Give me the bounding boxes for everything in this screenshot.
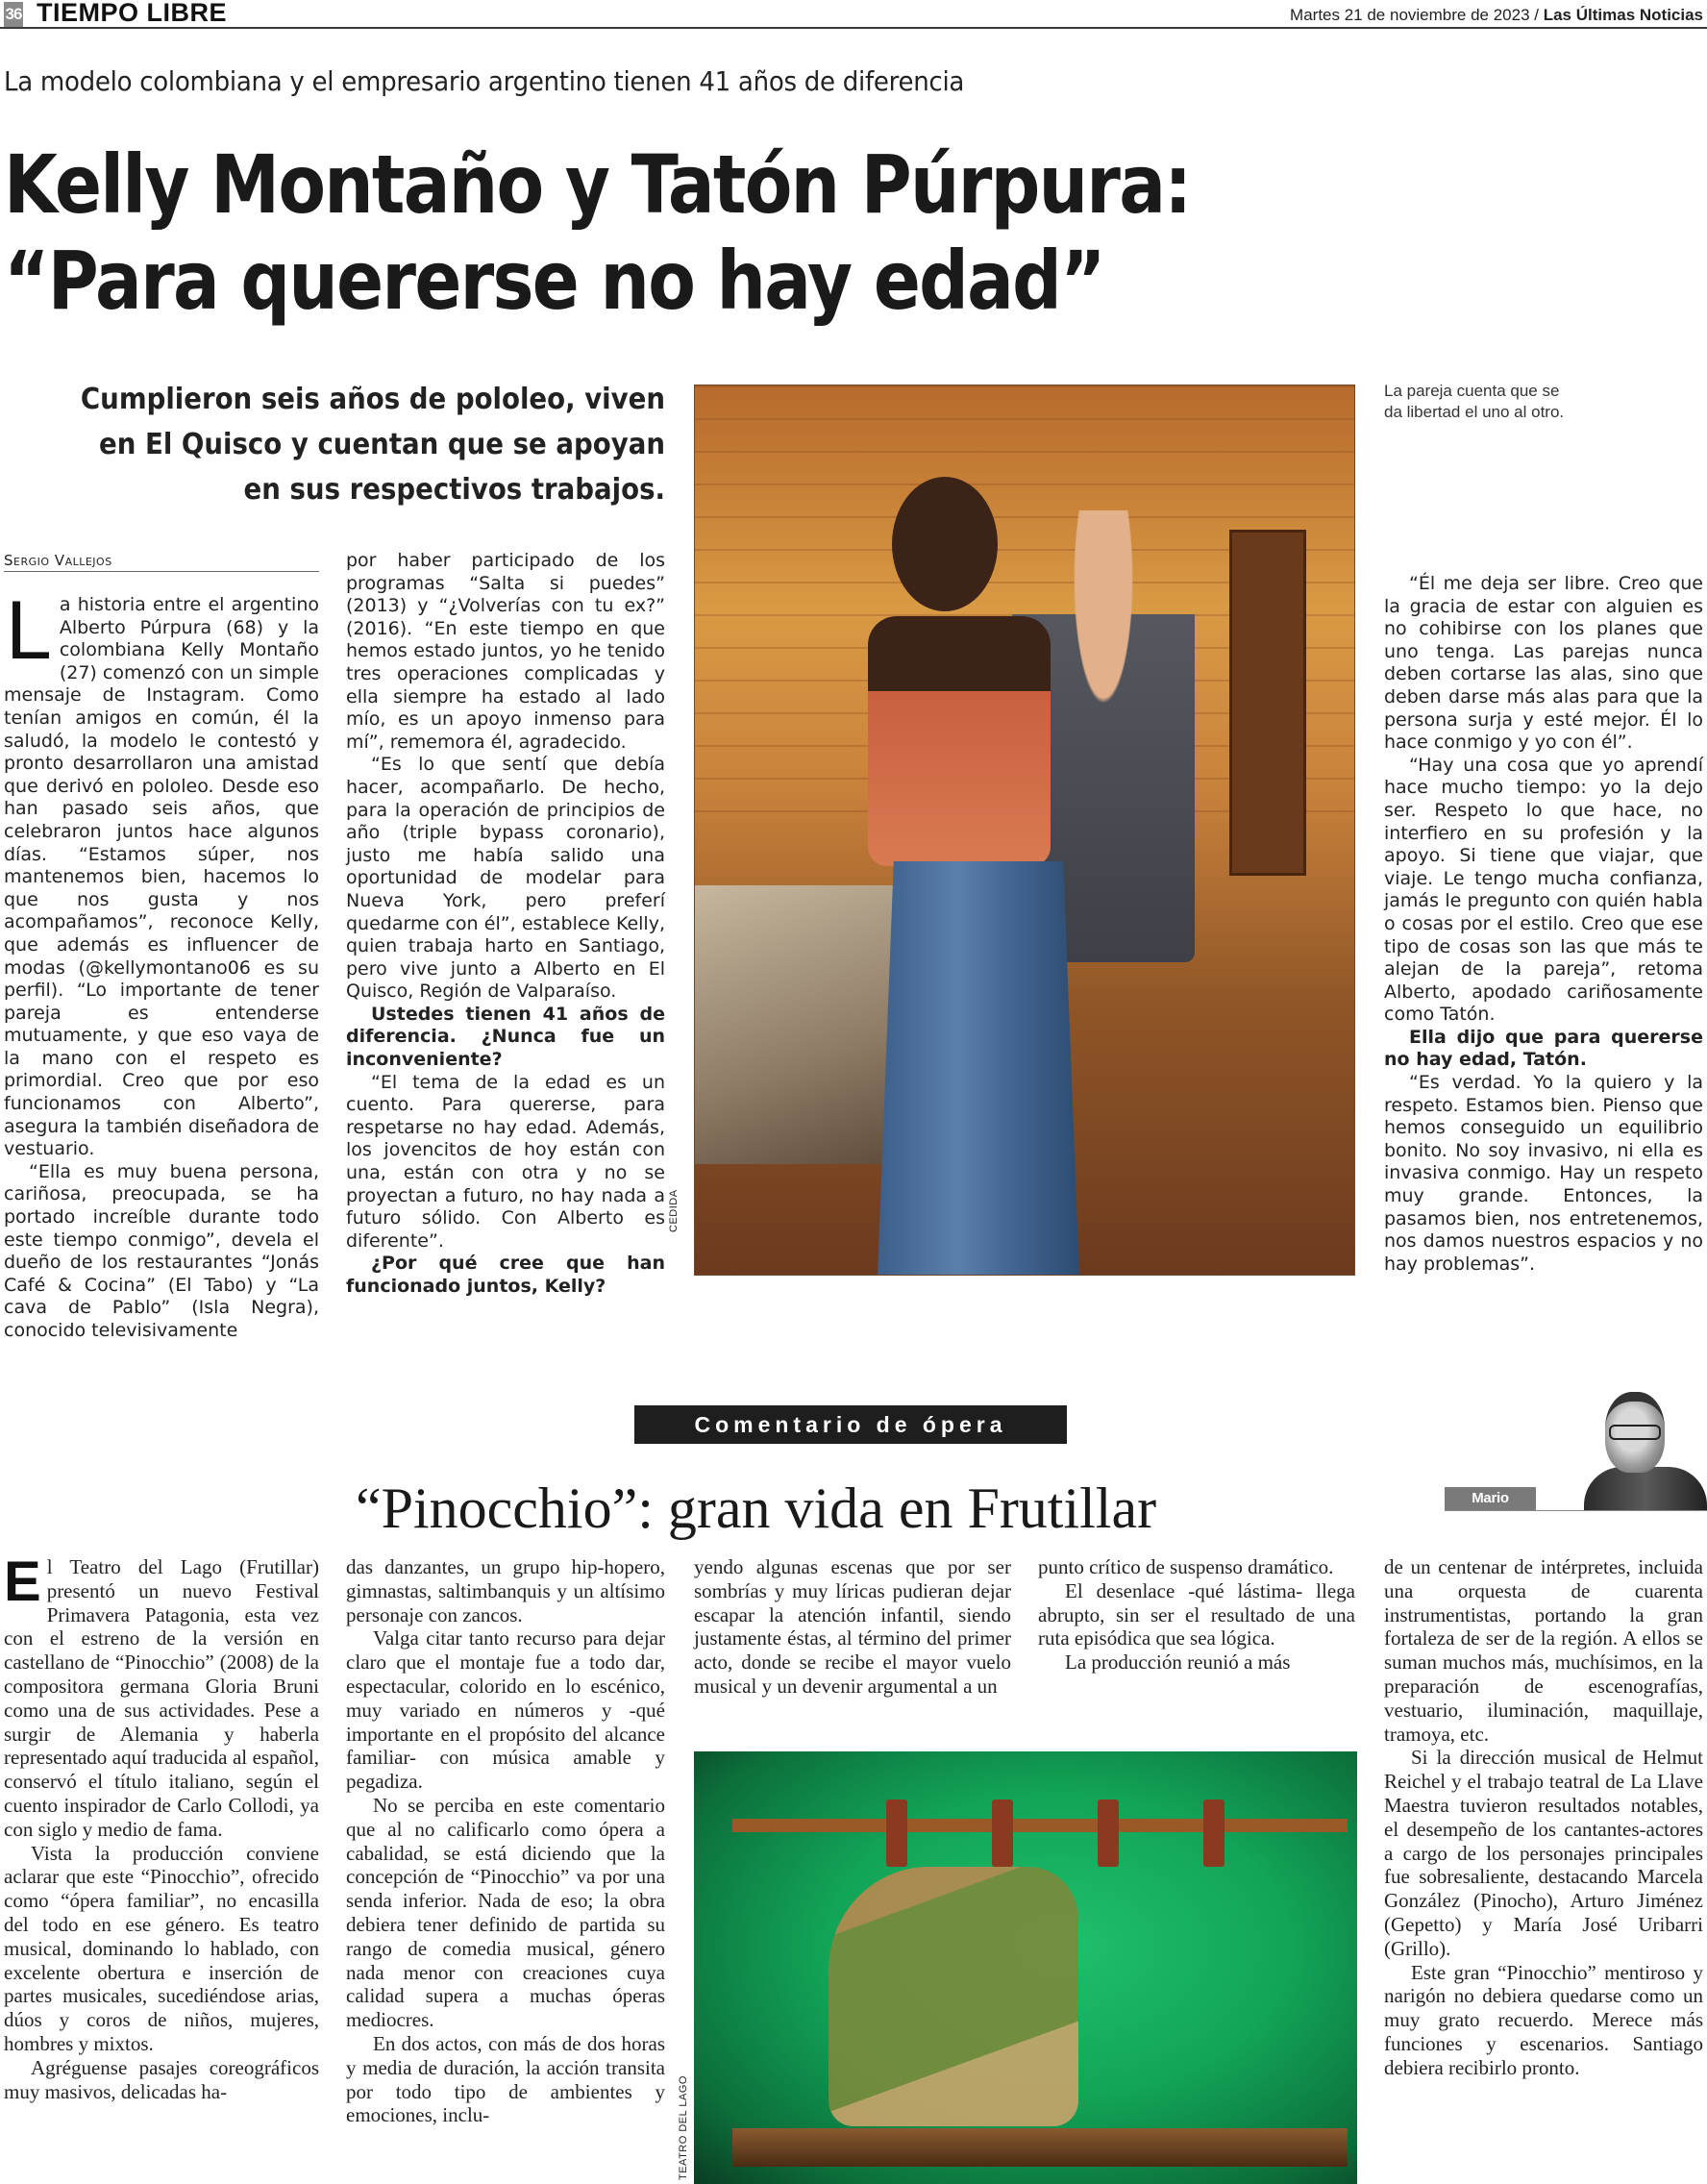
page-header <box>0 0 1707 29</box>
paragraph: yendo algunas escenas que por ser sombrías y muy líricas pudieran dejar escapar la atención infantil, siendo justamente éstas, al término del primer acto, donde se recibe el mayor vuelo musical y un devenir argumental a un <box>694 1555 1011 1698</box>
paragraph <box>4 1551 319 1842</box>
article-kicker: La modelo colombiana y el empresario argentino tienen 41 años de diferencia <box>4 65 965 97</box>
paragraph-text: a historia entre el argentino Alberto Púrpura (68) y la colombiana Kelly Montaño (27) comenzó con un simple mensaje de Instagram. Como tenían amigos en común, él la saludó, la modelo le contestó y pronto desarrollaron una amistad que derivó en pololeo. Desde eso han pasado seis años, que celebraron juntos hace algunos días. “Estamos súper, nos mantenemos bien, hacemos lo que nos gusta y nos acompañamos”, reconoce Kelly, que además es influencer de modas (@kellymontano06 es su perfil). “Lo importante de tener pareja es entenderse mutuamente, y que eso vaya de la mano con el respeto es primordial. Creo que por eso funcionamos con Alberto”, asegura la también diseñadora de vestuario. <box>4 594 319 1160</box>
paragraph: “Es lo que sentí que debía hacer, acompañarlo. De hecho, para la operación de principios de año (triple bypass coronario), justo me había salido una oportunidad de modelar para Nueva York, pero preferí quedarme con él”, establece Kelly, quien trabaja harto en Santiago, pero vive junto a Alberto en El Quisco, Región de Valparaíso. <box>346 754 665 1003</box>
article2-column-1 <box>4 1551 319 2103</box>
interview-question: Ustedes tienen 41 años de diferencia. ¿Nunca fue un inconveniente? <box>346 1003 665 1071</box>
publication-name: Las Últimas Noticias <box>1543 6 1703 24</box>
page-number: 36 <box>4 2 23 27</box>
paragraph: Si la dirección musical de Helmut Reichel y el trabajo teatral de La Llave Maestra tuvieron resultados notables, el desempeño de los cantantes-actores a cargo de los personajes principales fue sobresaliente, destacando Marcela González (Pinocho), Arturo Jiménez (Gepetto) y María José Uribarri (Grillo). <box>1384 1746 1703 1960</box>
paragraph: “El tema de la edad es un cuento. Para quererse, para respetarse no hay edad. Además, los jovencitos de hoy están con una, están con otra y no se proyectan a futuro, no hay nada a futuro sólido. Con Alberto es diferente”. <box>346 1071 665 1252</box>
pinocchio-puppet <box>829 1867 1078 2126</box>
couple-photo <box>694 385 1355 1276</box>
opera-headline: “Pinocchio”: gran vida en Frutillar <box>356 1477 1157 1540</box>
author-portrait <box>1546 1384 1707 1511</box>
drop-cap: E <box>4 1551 41 1613</box>
paragraph: No se perciba en este comentario que al no calificarlo como ópera a cabalidad, se está diciendo que la concepción de “Pinocchio” va por una senda inferior. Nada de eso; la obra debiera tener definido de partida su rango de comedia musical, género nada menor con creaciones cuya calidad supera a muchas óperas mediocres. <box>346 1793 665 2032</box>
article1-column-1 <box>4 584 319 1343</box>
article-deck: Cumplieron seis años de pololeo, viven en El Quisco y cuentan que se apoyan en sus respectivos trabajos. <box>80 383 666 507</box>
woman-head <box>892 477 998 611</box>
paragraph: por haber participado de los programas “Salta si puedes” (2013) y “¿Volverías con tu ex?” (2016). “En este tiempo en que hemos estado juntos, yo he tenido tres operaciones complicadas y ella siempre ha estado al lado mío, es un apoyo inmenso para mí”, rememora él, agradecido. <box>346 550 665 753</box>
byline: Sergio Vallejos <box>4 552 319 572</box>
portrait-glasses <box>1609 1425 1661 1440</box>
paragraph: Vista la producción conviene aclarar que este “Pinocchio”, ofrecido como “ópera familiar”, no encasilla del todo en ese género. Es teatro musical, dominando lo hablado, con excelente obertura e inserción de partes musicales, sucediéndose arias, dúos y coros de niños, mujeres, hombres y mixtos. <box>4 1841 319 2055</box>
article1-column-3 <box>1384 573 1703 1276</box>
door <box>1229 530 1306 876</box>
article2-column-2 <box>346 1555 665 2127</box>
portrait-suit <box>1584 1467 1707 1511</box>
photo-credit: TEATRO DEL LAGO <box>678 2075 689 2180</box>
paragraph: Valga citar tanto recurso para dejar claro que el montaje fue a todo dar, espectacular, colorido en lo escénico, muy variado en números y -qué importante en el propósito del alcance familiar- con música amable y pegadiza. <box>346 1626 665 1794</box>
paragraph: Agréguense pasajes coreográficos muy masivos, delicadas ha- <box>4 2055 319 2103</box>
hammer-prop <box>1203 1799 1225 1867</box>
interview-question: Ella dijo que para quererse no hay edad, Tatón. <box>1384 1026 1703 1071</box>
wooden-bench <box>732 2128 1348 2167</box>
paragraph: “Hay una cosa que yo aprendí hace mucho tiempo: yo la dejo ser. Respeto lo que hace, no interfiero en su profesión y la apoyo. Si tiene que viajar, que viaje. Le tengo mucha confianza, jamás le pregunto con quién habla o cosas por el estilo. Creo que ese tipo de cosas son las que más te alejan de la pareja”, retoma Alberto, apodado cariñosamente como Tatón. <box>1384 754 1703 1026</box>
axe-prop <box>992 1799 1013 1867</box>
tool-shelf <box>732 1819 1348 1832</box>
woman-top <box>868 616 1051 866</box>
section-name: TIEMPO LIBRE <box>37 0 228 27</box>
headline-line-1: Kelly Montaño y Tatón Púrpura: <box>4 137 1191 232</box>
pinocchio-stage-photo <box>694 1751 1357 2184</box>
paragraph: En dos actos, con más de dos horas y media de duración, la acción transita por todo tipo de ambientes y emociones, inclu- <box>346 2031 665 2127</box>
issue-date: Martes 21 de noviembre de 2023 / <box>1290 6 1544 24</box>
paragraph: das danzantes, un grupo hip-hopero, gimnastas, saltimbanquis y un altísimo personaje con zancos. <box>346 1555 665 1626</box>
divider <box>1445 1510 1707 1511</box>
paragraph: de un centenar de intérpretes, incluida una orquesta de cuarenta instrumentistas, portando la gran fortaleza de ser de la región. A ellos se suman muchos más, muchísimos, en la preparación de escenografías, vestuario, iluminación, maquillaje, tramoya, etc. <box>1384 1555 1703 1746</box>
paragraph <box>4 584 319 1161</box>
paragraph: “Ella es muy buena persona, cariñosa, preocupada, se ha portado increíble durante todo este tiempo conmigo”, devela el dueño de los restaurantes “Jonás Café & Cocina” (El Tabo) y “La cava de Pablo” (Isla Negra), conocido televisivamente <box>4 1160 319 1341</box>
paragraph: “Es verdad. Yo la quiero y la respeto. Estamos bien. Pienso que hemos conseguido un equilibrio bonito. No soy invasivo, ni ella es invasiva conmigo. Hay un respeto muy grande. Entonces, la pasamos bien, nos entretenemos, nos damos nuestros espacios y no hay problemas”. <box>1384 1072 1703 1275</box>
author-name: Mario Córdova <box>1445 1487 1536 1510</box>
photo-caption: La pareja cuenta que se da libertad el uno al otro. <box>1384 382 1565 421</box>
article1-column-2 <box>346 550 665 1299</box>
interview-question: ¿Por qué cree que han funcionado juntos, Kelly? <box>346 1253 665 1297</box>
woman-jeans <box>878 861 1079 1276</box>
hammer-prop <box>1098 1799 1119 1867</box>
section-label: Comentario de ópera <box>634 1405 1067 1444</box>
paragraph-text: l Teatro del Lago (Frutillar) presentó un nuevo Festival Primavera Patagonia, esta vez con el estreno de la versión en castellano de “Pinocchio” (2008) de la compositora germana Gloria Bruni como una de sus actividades. Pese a surgir de Alemania y haberla representado aquí traducida al español, conservó el título italiano, según el cuento inspirador de Carlo Collodi, ya con siglo y medio de fama. <box>4 1555 319 1841</box>
dateline <box>1290 6 1703 25</box>
article2-column-3 <box>694 1555 1011 1699</box>
paragraph: punto crítico de suspenso dramático. <box>1038 1555 1334 1578</box>
axe-prop <box>886 1799 907 1867</box>
paragraph: “Él me deja ser libre. Creo que la gracia de estar con alguien es no cohibirse con los planes que uno tenga. Las parejas nunca deben cortarse las alas, sino que deben darse más alas para que la persona surja y esté mejor. Él lo hace conmigo y yo con él”. <box>1384 573 1703 754</box>
paragraph: Este gran “Pinocchio” mentiroso y narigón no debiera quedarse como un muy grato recuerdo. Merece más funciones y escenarios. Santiago debiera recibirlo pronto. <box>1384 1960 1703 2079</box>
article2-column-5 <box>1384 1555 1703 2080</box>
paragraph: El desenlace -qué lástima- llega abrupto, sin ser el resultado de una ruta episódica que sea lógica. <box>1038 1578 1355 1650</box>
headline-line-2: “Para quererse no hay edad” <box>4 234 1104 328</box>
photo-credit: CEDIDA <box>668 1189 680 1232</box>
drop-cap: L <box>6 584 52 677</box>
article2-column-4 <box>1038 1555 1355 1675</box>
paragraph: La producción reunió a más <box>1065 1650 1291 1675</box>
article-headline <box>4 136 1190 329</box>
